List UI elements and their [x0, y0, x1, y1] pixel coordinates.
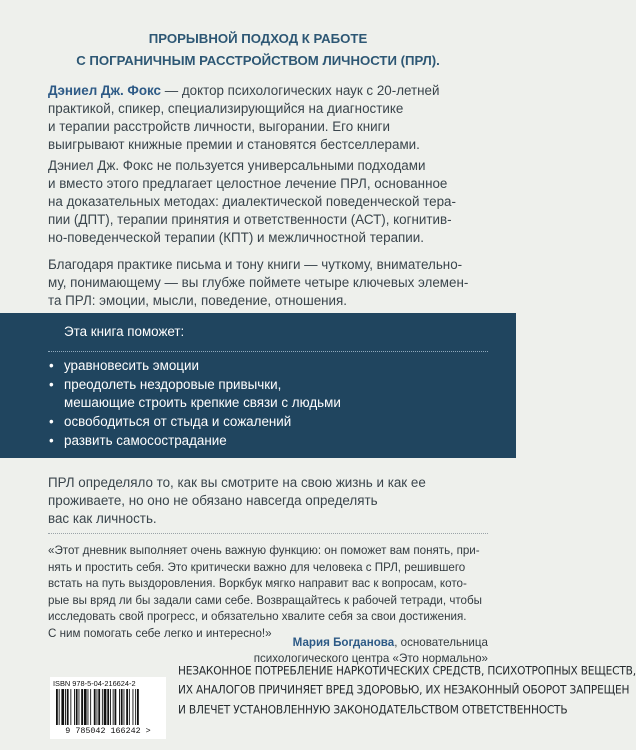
quote-line: рые вы вряд ли бы задали сами себе. Возвращайтесь к рабочей тетради, чтобы	[48, 593, 482, 607]
isbn-barcode	[50, 677, 166, 739]
tone-line: му, понимающему — вы глубже поймете четыре ключевых элемен-	[48, 275, 469, 290]
isbn-text: ISBN 978-5-04-216624-2	[53, 679, 136, 688]
approach-line: Дэниел Дж. Фокс не пользуется универсальными подходами	[48, 158, 426, 173]
quote-line: «Этот дневник выполняет очень важную функцию: он поможет вам понять, при-	[48, 544, 480, 557]
closing-line: вас как личность.	[48, 511, 157, 526]
benefits-panel	[0, 313, 516, 458]
reviewer-name: Мария Богданова	[292, 636, 395, 649]
approach-line: пии (ДПТ), терапии принятия и ответственности (АСТ), когнитив-	[48, 212, 452, 227]
barcode-icon	[56, 689, 160, 725]
author-name: Дэниел Дж. Фокс	[48, 83, 161, 98]
quote-divider	[48, 533, 488, 534]
approach-paragraph	[48, 157, 488, 247]
benefit-text: преодолеть нездоровые привычки,	[64, 377, 282, 392]
benefits-list	[48, 356, 488, 450]
attribution-line: психологического центра «Это нормально»	[253, 652, 488, 665]
approach-line: на доказательных методах: диалектической поведенческой тера-	[48, 194, 456, 209]
warning-line: ИХ АНАЛОГОВ ПРИЧИНЯЕТ ВРЕД ЗДОРОВЬЮ, ИХ НЕЗАКОННЫЙ ОБОРОТ ЗАПРЕЩЕН	[178, 683, 630, 698]
benefit-item	[48, 376, 488, 412]
bio-line: выигрывают книжные премии и становятся бестселлерами.	[48, 137, 420, 152]
bullet-icon: •	[49, 358, 54, 373]
author-bio	[48, 82, 488, 154]
benefit-item	[48, 413, 488, 431]
headline-line: С ПОГРАНИЧНЫМ РАССТРОЙСТВОМ ЛИЧНОСТИ (ПРЛ).	[76, 53, 440, 68]
quote-line: нять и простить себя. Это критически важно для человека с ПРЛ, решившего	[48, 560, 466, 574]
tone-paragraph	[48, 256, 488, 310]
benefit-text: развить самосострадание	[64, 433, 227, 448]
tone-line: та ПРЛ: эмоции, мысли, поведение, отношения.	[48, 293, 347, 308]
quote-line: С ним помогать себе легко и интересно!»	[48, 626, 272, 640]
bullet-icon: •	[49, 433, 54, 448]
warning-line: НЕЗАКОННОЕ ПОТРЕБЛЕНИЕ НАРКОТИЧЕСКИХ СРЕДСТВ, ПСИХОТРОПНЫХ ВЕЩЕСТВ,	[178, 664, 636, 678]
approach-line: но-поведенческой терапии (КПТ) и межличностной терапии.	[48, 230, 424, 245]
benefits-divider	[48, 351, 488, 352]
bullet-icon: •	[49, 377, 54, 392]
bio-line	[48, 82, 488, 100]
benefit-text: мешающие строить крепкие связи с людьми	[64, 395, 341, 410]
benefit-item	[48, 357, 488, 375]
quote-line: исследовать свой прогресс, и обязательно хвалите себя за свои достижения.	[48, 610, 467, 623]
barcode-digits: 9 785042 166242 >	[65, 726, 151, 736]
legal-warning	[178, 662, 636, 720]
quote-line: встать на путь выздоровления. Воркбук мягко направит вас к вопросам, кото-	[48, 577, 467, 590]
closing-line: ПРЛ определяло то, как вы смотрите на свою жизнь и как ее	[48, 475, 426, 490]
benefit-item	[48, 432, 488, 450]
bio-line: и терапии расстройств личности, выгорании. Его книги	[48, 119, 391, 134]
bio-line: практикой, спикер, специализирующийся на диагностике	[48, 101, 404, 116]
attribution-line	[254, 635, 488, 651]
approach-line: и вместо этого предлагает целостное лечение ПРЛ, основанное	[48, 176, 448, 191]
reviewer-role: , основательница	[394, 636, 488, 649]
closing-paragraph	[48, 474, 488, 528]
bullet-icon: •	[49, 414, 54, 429]
benefits-title: Эта книга поможет:	[64, 324, 185, 339]
headline	[0, 28, 516, 72]
headline-line: ПРОРЫВНОЙ ПОДХОД К РАБОТЕ	[148, 31, 368, 46]
tone-line: Благодаря практике письма и тону книги — чуткому, внимательно-	[48, 257, 463, 272]
warning-line: И ВЛЕЧЕТ УСТАНОВЛЕННУЮ ЗАКОНОДАТЕЛЬСТВОМ ОТВЕТСТВЕННОСТЬ	[178, 703, 568, 717]
bio-first-line: — доктор психологических наук с 20-летней	[160, 83, 440, 98]
review-quote	[48, 543, 488, 642]
closing-line: проживаете, но оно не обязано навсегда определять	[48, 493, 378, 508]
benefit-text: уравновесить эмоции	[64, 358, 199, 373]
benefit-text: освободиться от стыда и сожалений	[64, 414, 292, 429]
